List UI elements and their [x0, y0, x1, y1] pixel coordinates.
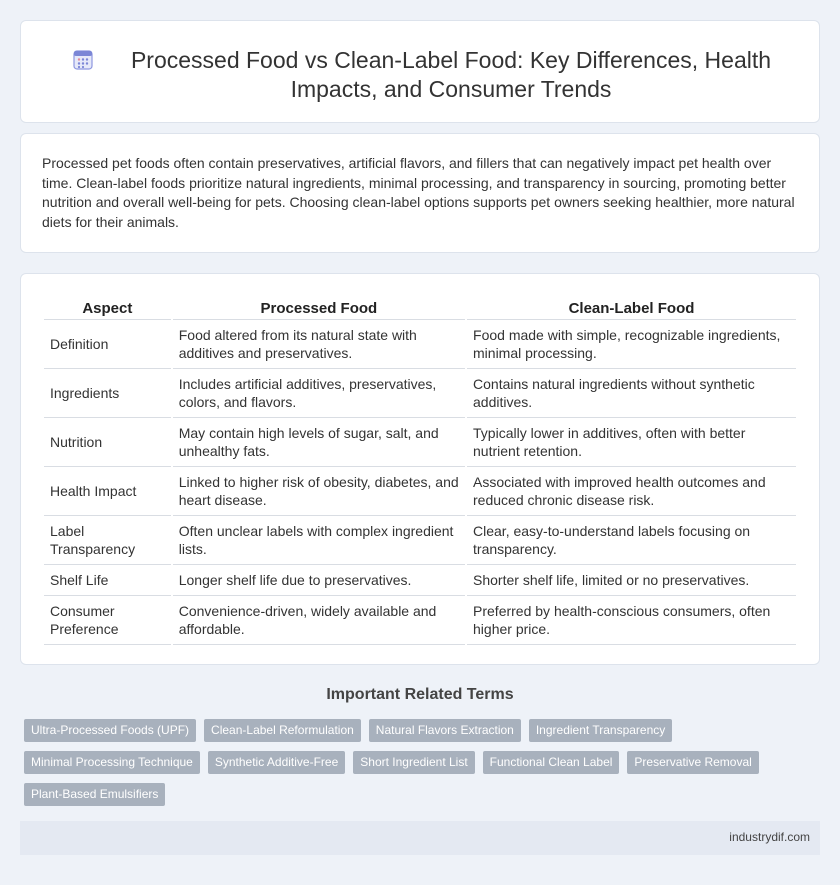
- table-cell-clean-label: Associated with improved health outcomes and reduced chronic disease risk.: [467, 467, 796, 516]
- table-cell-clean-label: Shorter shelf life, limited or no preservatives.: [467, 565, 796, 596]
- footer: [20, 821, 820, 855]
- table-row: [44, 516, 796, 565]
- related-term-tag[interactable]: Short Ingredient List: [353, 751, 474, 774]
- column-header-processed: Processed Food: [173, 295, 465, 320]
- related-term-tag[interactable]: Ultra-Processed Foods (UPF): [24, 719, 196, 742]
- table-cell-clean-label: Contains natural ingredients without synthetic additives.: [467, 369, 796, 418]
- table-cell-processed: Includes artificial additives, preservatives, colors, and flavors.: [173, 369, 465, 418]
- table-cell-aspect: Consumer Preference: [44, 596, 171, 645]
- related-terms-heading: Important Related Terms: [326, 686, 514, 703]
- table-cell-processed: Linked to higher risk of obesity, diabetes, and heart disease.: [173, 467, 465, 516]
- comparison-table-card: [20, 273, 820, 665]
- related-term-tag[interactable]: Functional Clean Label: [483, 751, 620, 774]
- page-title: Processed Food vs Clean-Label Food: Key Differences, Health Impacts, and Consumer Trends: [130, 47, 772, 102]
- intro-paragraph: Processed pet foods often contain preservatives, artificial flavors, and fillers that can negatively impact pet health over time. Clean-label foods prioritize natural ingredients, minimal processing, and transparency in sourcing, promoting better nutrition and overall well-being for pets. Choosing clean-label options supports pet owners seeking healthier, more natural diets for their animals.: [42, 155, 795, 230]
- table-cell-processed: May contain high levels of sugar, salt, and unhealthy fats.: [173, 418, 465, 467]
- table-cell-clean-label: Preferred by health-conscious consumers, often higher price.: [467, 596, 796, 645]
- table-cell-processed: Often unclear labels with complex ingredient lists.: [173, 516, 465, 565]
- table-cell-aspect: Shelf Life: [44, 565, 171, 596]
- related-term-tag[interactable]: Natural Flavors Extraction: [369, 719, 521, 742]
- column-header-aspect: Aspect: [44, 295, 171, 320]
- intro-card: [20, 133, 820, 253]
- table-row: [44, 565, 796, 596]
- related-term-tag[interactable]: Minimal Processing Technique: [24, 751, 200, 774]
- comparison-table: [42, 295, 798, 645]
- related-term-tag[interactable]: Ingredient Transparency: [529, 719, 672, 742]
- related-term-tag[interactable]: Clean-Label Reformulation: [204, 719, 361, 742]
- table-cell-processed: Longer shelf life due to preservatives.: [173, 565, 465, 596]
- table-cell-aspect: Label Transparency: [44, 516, 171, 565]
- table-row: [44, 467, 796, 516]
- table-row: [44, 369, 796, 418]
- table-cell-aspect: Ingredients: [44, 369, 171, 418]
- related-term-tag[interactable]: Synthetic Additive-Free: [208, 751, 345, 774]
- related-terms-list: [24, 719, 804, 806]
- related-term-tag[interactable]: Preservative Removal: [627, 751, 758, 774]
- table-cell-aspect: Health Impact: [44, 467, 171, 516]
- table-row: [44, 596, 796, 645]
- header-card: [20, 20, 820, 123]
- table-cell-aspect: Nutrition: [44, 418, 171, 467]
- calendar-grid-icon: [71, 48, 95, 72]
- column-header-clean-label: Clean-Label Food: [467, 295, 796, 320]
- table-cell-processed: Food altered from its natural state with additives and preservatives.: [173, 320, 465, 369]
- table-row: [44, 320, 796, 369]
- footer-source[interactable]: industrydif.com: [729, 830, 810, 844]
- table-cell-clean-label: Typically lower in additives, often with better nutrient retention.: [467, 418, 796, 467]
- table-row: [44, 418, 796, 467]
- related-term-tag[interactable]: Plant-Based Emulsifiers: [24, 783, 165, 806]
- table-cell-clean-label: Food made with simple, recognizable ingredients, minimal processing.: [467, 320, 796, 369]
- table-cell-processed: Convenience-driven, widely available and affordable.: [173, 596, 465, 645]
- table-header-row: [44, 295, 796, 320]
- table-cell-aspect: Definition: [44, 320, 171, 369]
- header: [71, 46, 789, 104]
- table-cell-clean-label: Clear, easy-to-understand labels focusing on transparency.: [467, 516, 796, 565]
